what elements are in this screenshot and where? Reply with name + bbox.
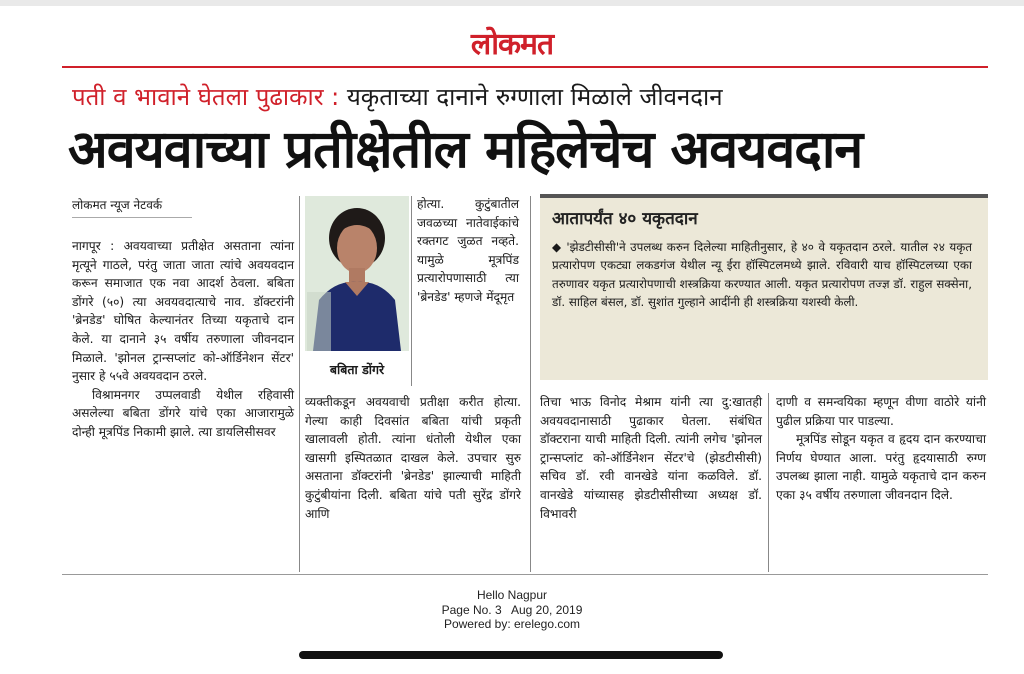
- kicker-red-text: पती व भावाने घेतला पुढाकार :: [72, 83, 340, 111]
- home-indicator[interactable]: [299, 651, 723, 659]
- page-info: Page No. 3 Aug 20, 2019: [441, 602, 583, 617]
- byline: लोकमत न्यूज नेटवर्क: [72, 198, 163, 212]
- portrait-photo: [305, 196, 409, 351]
- article-column-3: [540, 393, 762, 523]
- byline-underline: [72, 217, 192, 218]
- page-footer: [0, 588, 1024, 632]
- article-paragraph: दाणी व समन्वयिका म्हणून वीणा वाठोरे यांनी पुढील प्रक्रिया पार पाडल्या.: [776, 395, 986, 428]
- kicker-black-text: यकृताच्या दानाने रुग्णाला मिळाले जीवनदान: [339, 83, 723, 111]
- sidebar-title: आतापर्यंत ४० यकृतदान: [552, 209, 698, 229]
- article-column-1: [72, 237, 294, 442]
- article-paragraph: व्यक्तीकडून अवयवाची प्रतीक्षा करीत होत्या. गेल्या काही दिवसांत बबिता यांची प्रकृती खालावली होती. त्यांना धंतोली येथील एका खासगी इस्पितळात दाखल केले. उपचार सुरु असताना डॉक्टरांनी 'ब्रेनडेड' झाल्याची माहिती कुटुंबीयांना दिली. बबिता यांचे पती सुरेंद्र डोंगरे आणि: [305, 395, 521, 521]
- powered-by: Powered by: erelego.com: [443, 617, 581, 632]
- newspaper-logo: लोकमत: [470, 27, 554, 62]
- article-column-2-top: [417, 195, 519, 307]
- portrait-illustration: [305, 196, 409, 351]
- article-paragraph: मूत्रपिंड सोडून यकृत व हृदय दान करण्याचा निर्णय घेण्यात आला. परंतु हृदयासाठी रुग्ण उपलब्ध झाला नाही. यामुळे यकृताचे दान करुन एका ३५ वर्षीय तरुणाला जीवनदान दिले.: [776, 432, 986, 502]
- article-paragraph: नागपूर : अवयवाच्या प्रतीक्षेत असताना त्यांना मृत्यूने गाठले, परंतु जाता जाता त्यांचे अवयवदान करून समाजात एक नवा आदर्श ठेवला. बबिता डोंगरे (५०) त्या अवयवदात्याचे नाव. डॉक्टरांनी 'ब्रेनडेड' घोषित केल्यानंतर तिच्या यकृताचे दान केले. या दानाने ३५ वर्षीय तरुणाला जीवनदान मिळाले. 'झोनल ट्रान्सप्लांट को-ऑर्डिनेशन सेंटर' नुसार हे ५५वे अवयवदान ठरले.: [72, 239, 294, 384]
- header-divider: [62, 66, 988, 68]
- top-edge: [0, 0, 1024, 6]
- photo-caption: बबिता डोंगरे: [305, 353, 409, 387]
- article-paragraph: होत्या. कुटुंबातील जवळच्या नातेवाईकांचे रक्तगट जुळत नव्हते. यामुळे मूत्रपिंड प्रत्यारोपणासाठी त्या 'ब्रेनडेड' म्हणजे मेंदूमृत: [417, 197, 519, 304]
- edition-name: Hello Nagpur: [476, 588, 548, 602]
- column-divider: [768, 393, 769, 572]
- article-paragraph: तिचा भाऊ विनोद मेश्राम यांनी त्या दु:खातही अवयवदानासाठी पुढाकार घेतला. संबंधित डॉक्टराना याची माहिती दिली. त्यांनी लगेच 'झोनल ट्रान्सप्लांट को-ऑर्डिनेशन सेंटर'चे (झेडटीसीसी) सचिव डॉ. रवी वानखेडे यांना कळविले. डॉ. वानखेडे यांच्यासह झेडटीसीसीच्या अध्यक्ष डॉ. विभावरी: [540, 395, 762, 521]
- column-divider: [299, 196, 300, 572]
- column-divider: [411, 196, 412, 386]
- article-column-4: [776, 393, 986, 505]
- article-paragraph: विश्रामनगर उप्पलवाडी येथील रहिवासी असलेल्या बबिता डोंगरे यांचे एका आजारामुळे दोन्ही मूत्रपिंड निकामी झाले. त्या डायलिसीसवर: [72, 387, 294, 439]
- article-bottom-rule: [62, 574, 988, 575]
- column-divider: [530, 196, 531, 572]
- sidebar-box: [540, 198, 988, 380]
- kicker-line: [72, 80, 723, 113]
- headline: अवयवाच्या प्रतीक्षेतील महिलेचेच अवयवदान: [68, 120, 863, 180]
- article-column-2-bottom: [305, 393, 521, 523]
- sidebar-body: ◆ 'झेडटीसीसी'ने उपलब्ध करुन दिलेल्या माहितीनुसार, हे ४० वे यकृतदान ठरले. यातील २४ यकृत प्रत्यारोपण एकट्या लकडगंज येथील न्यू ईरा हॉस्पिटलमध्ये झाले. रविवारी याच हॉस्पिटलच्या एका तरुणावर यकृत प्रत्यारोपणाची शस्त्रक्रिया करण्यात आली. यकृत प्रत्यारोपण तज्ज्ञ डॉ. राहुल सक्सेना, डॉ. साहिल बंसल, डॉ. सुशांत गुल्हाने आदींनी ही शस्त्रक्रिया यशस्वी केली.: [552, 240, 972, 310]
